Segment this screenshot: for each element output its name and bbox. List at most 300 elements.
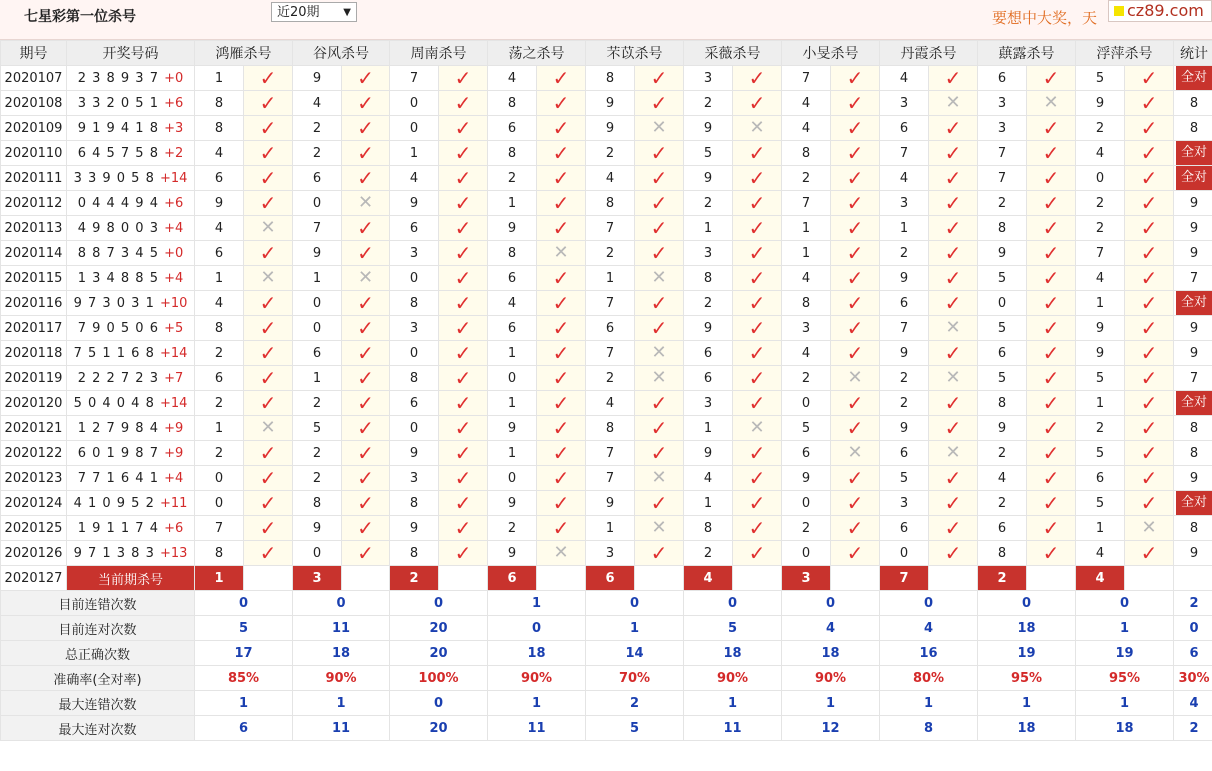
table-row[interactable]	[1, 441, 1212, 466]
summary-value: 11	[293, 716, 390, 741]
kill-number: 4	[1076, 541, 1125, 566]
check-icon: ✓	[650, 190, 668, 215]
stat-cell	[1174, 516, 1212, 541]
summary-row	[1, 716, 1212, 741]
result-mark	[342, 216, 390, 241]
result-mark	[244, 141, 293, 166]
kill-number: 2	[1076, 216, 1125, 241]
summary-value: 1	[488, 591, 586, 616]
result-mark	[635, 541, 684, 566]
draw-sum: +0	[164, 70, 184, 86]
summary-value: 14	[586, 641, 684, 666]
result-mark	[244, 391, 293, 416]
empty-cell	[1125, 566, 1174, 591]
result-mark	[929, 466, 978, 491]
check-icon: ✓	[846, 90, 864, 115]
kill-number: 6	[782, 441, 831, 466]
kill-number: 1	[1076, 516, 1125, 541]
check-icon: ✓	[944, 415, 962, 440]
table-row[interactable]	[1, 366, 1212, 391]
kill-number: 4	[293, 91, 342, 116]
cross-icon: ✕	[553, 242, 569, 263]
draw-numbers	[67, 191, 195, 216]
check-icon: ✓	[259, 440, 277, 465]
kill-number: 9	[586, 491, 635, 516]
result-mark	[244, 241, 293, 266]
column-header-expert: 鸿雁杀号	[195, 41, 293, 66]
draw-sum: +6	[164, 95, 184, 111]
check-icon: ✓	[454, 265, 472, 290]
column-header-expert: 浮萍杀号	[1076, 41, 1174, 66]
kill-number: 8	[390, 366, 439, 391]
kill-number: 2	[586, 366, 635, 391]
check-icon: ✓	[846, 490, 864, 515]
draw-numbers	[67, 391, 195, 416]
check-icon: ✓	[454, 340, 472, 365]
column-header-draw: 开奖号码	[67, 41, 195, 66]
table-row[interactable]	[1, 216, 1212, 241]
kill-number: 5	[978, 316, 1027, 341]
issue-number: 2020119	[1, 366, 67, 391]
result-mark	[244, 441, 293, 466]
check-icon: ✓	[552, 215, 570, 240]
draw-sum: +4	[164, 470, 184, 486]
summary-value: 1	[782, 691, 880, 716]
check-icon: ✓	[846, 265, 864, 290]
check-icon: ✓	[454, 65, 472, 90]
result-mark	[1027, 166, 1076, 191]
kill-number: 8	[684, 516, 733, 541]
result-mark	[537, 341, 586, 366]
result-mark	[831, 416, 880, 441]
kill-number: 7	[293, 216, 342, 241]
kill-number: 6	[390, 391, 439, 416]
check-icon: ✓	[1042, 465, 1060, 490]
summary-row	[1, 591, 1212, 616]
result-mark	[929, 316, 978, 341]
draw-digits: 7 5 1 1 6 8	[73, 345, 155, 361]
cross-icon: ✕	[945, 92, 961, 113]
check-icon: ✓	[357, 390, 374, 415]
result-mark	[342, 91, 390, 116]
kill-number: 9	[880, 266, 929, 291]
kill-number: 4	[782, 341, 831, 366]
kill-number: 1	[684, 491, 733, 516]
kill-number: 2	[782, 166, 831, 191]
summary-value: 0	[390, 591, 488, 616]
draw-sum: +2	[164, 145, 184, 161]
stat-cell	[1174, 466, 1212, 491]
summary-value: 18	[978, 716, 1076, 741]
kill-number: 7	[586, 341, 635, 366]
draw-numbers	[67, 491, 195, 516]
kill-number: 6	[978, 66, 1027, 91]
kill-number: 0	[782, 541, 831, 566]
result-mark	[1125, 441, 1174, 466]
check-icon: ✓	[454, 165, 472, 190]
check-icon: ✓	[552, 365, 570, 390]
result-mark	[244, 316, 293, 341]
result-mark	[929, 166, 978, 191]
summary-value: 4	[880, 616, 978, 641]
result-mark	[929, 66, 978, 91]
result-mark	[537, 441, 586, 466]
kill-number: 4	[1076, 266, 1125, 291]
draw-digits: 3 3 2 0 5 1	[77, 95, 159, 111]
cross-icon: ✕	[357, 267, 374, 288]
draw-numbers	[67, 441, 195, 466]
draw-digits: 1 9 1 1 7 4	[77, 520, 159, 536]
draw-numbers	[67, 141, 195, 166]
check-icon: ✓	[846, 315, 864, 340]
empty-cell	[537, 566, 586, 591]
table-row[interactable]	[1, 516, 1212, 541]
check-icon: ✓	[1140, 440, 1158, 465]
result-mark	[244, 191, 293, 216]
result-mark	[635, 216, 684, 241]
kill-number: 3	[978, 91, 1027, 116]
result-mark	[1125, 191, 1174, 216]
column-header-expert: 采薇杀号	[684, 41, 782, 66]
result-mark	[1125, 341, 1174, 366]
result-mark	[1027, 516, 1076, 541]
check-icon: ✓	[650, 390, 668, 415]
summary-value: 95%	[978, 666, 1076, 691]
kill-number: 0	[488, 366, 537, 391]
kill-number: 9	[293, 66, 342, 91]
stat-value: 9	[1189, 345, 1199, 361]
kill-number: 1	[488, 391, 537, 416]
summary-value: 0	[488, 616, 586, 641]
empty-cell	[244, 566, 293, 591]
check-icon: ✓	[650, 315, 668, 340]
table-row[interactable]	[1, 466, 1212, 491]
table-row[interactable]	[1, 391, 1212, 416]
table-row[interactable]	[1, 66, 1212, 91]
result-mark	[635, 491, 684, 516]
check-icon: ✓	[259, 240, 277, 265]
kill-number: 6	[880, 291, 929, 316]
check-icon: ✓	[1140, 265, 1158, 290]
check-icon: ✓	[454, 390, 472, 415]
result-mark	[1125, 66, 1174, 91]
stat-value: 9	[1189, 470, 1199, 486]
current-kill-number: 6	[586, 566, 635, 591]
check-icon: ✓	[748, 240, 766, 265]
kill-number: 8	[195, 316, 244, 341]
issue-number: 2020107	[1, 66, 67, 91]
result-mark	[1027, 541, 1076, 566]
result-mark	[831, 341, 880, 366]
kill-number: 2	[684, 541, 733, 566]
result-mark	[244, 541, 293, 566]
summary-value: 4	[1174, 691, 1212, 716]
summary-value: 19	[1076, 641, 1174, 666]
kill-number: 5	[1076, 491, 1125, 516]
check-icon: ✓	[357, 315, 374, 340]
check-icon: ✓	[357, 165, 374, 190]
current-kill-number: 7	[880, 566, 929, 591]
table-row[interactable]	[1, 341, 1212, 366]
draw-numbers	[67, 91, 195, 116]
stat-value: 8	[1189, 445, 1199, 461]
kill-number: 1	[1076, 391, 1125, 416]
kill-number: 7	[880, 316, 929, 341]
current-kill-number: 4	[684, 566, 733, 591]
stat-value: 9	[1189, 545, 1199, 561]
check-icon: ✓	[454, 440, 472, 465]
summary-value: 1	[1076, 616, 1174, 641]
result-mark	[733, 241, 782, 266]
kill-number: 4	[782, 91, 831, 116]
issue-number: 2020124	[1, 491, 67, 516]
check-icon: ✓	[454, 315, 472, 340]
current-kill-number: 3	[782, 566, 831, 591]
kill-number: 4	[195, 216, 244, 241]
check-icon: ✓	[1042, 140, 1060, 165]
table-row[interactable]	[1, 191, 1212, 216]
check-icon: ✓	[259, 65, 277, 90]
result-mark	[635, 91, 684, 116]
check-icon: ✓	[357, 490, 374, 515]
kill-number: 9	[684, 441, 733, 466]
kill-number: 1	[293, 266, 342, 291]
summary-value: 0	[782, 591, 880, 616]
result-mark	[929, 416, 978, 441]
column-header-expert: 蕻露杀号	[978, 41, 1076, 66]
kill-number: 9	[390, 441, 439, 466]
kill-number: 9	[978, 416, 1027, 441]
kill-number: 1	[488, 441, 537, 466]
table-row[interactable]	[1, 241, 1212, 266]
result-mark	[342, 541, 390, 566]
kill-number: 3	[978, 116, 1027, 141]
result-mark	[1027, 191, 1076, 216]
result-mark	[244, 166, 293, 191]
check-icon: ✓	[748, 490, 766, 515]
summary-value: 90%	[684, 666, 782, 691]
kill-number: 0	[293, 316, 342, 341]
stat-value: 8	[1189, 95, 1199, 111]
check-icon: ✓	[357, 365, 374, 390]
kill-number: 2	[586, 241, 635, 266]
result-mark	[537, 366, 586, 391]
kill-number: 0	[978, 291, 1027, 316]
result-mark	[342, 166, 390, 191]
check-icon: ✓	[454, 465, 472, 490]
kill-number: 3	[390, 316, 439, 341]
stat-cell	[1174, 366, 1212, 391]
summary-value: 90%	[293, 666, 390, 691]
all-correct-badge: 全对	[1176, 141, 1212, 165]
result-mark	[831, 91, 880, 116]
result-mark	[342, 491, 390, 516]
check-icon: ✓	[846, 340, 864, 365]
result-mark	[537, 466, 586, 491]
summary-value: 20	[390, 641, 488, 666]
kill-number: 1	[782, 241, 831, 266]
table-row[interactable]	[1, 141, 1212, 166]
check-icon: ✓	[944, 240, 962, 265]
current-issue-row	[1, 566, 1212, 591]
result-mark	[439, 91, 488, 116]
check-icon: ✓	[552, 515, 570, 540]
kill-number: 7	[782, 191, 831, 216]
draw-digits: 2 2 2 7 2 3	[77, 370, 159, 386]
draw-numbers	[67, 416, 195, 441]
draw-numbers	[67, 341, 195, 366]
result-mark	[733, 116, 782, 141]
check-icon: ✓	[259, 390, 277, 415]
draw-digits: 7 9 0 5 0 6	[77, 320, 159, 336]
result-mark	[635, 241, 684, 266]
draw-numbers	[67, 466, 195, 491]
result-mark	[733, 341, 782, 366]
kill-number: 0	[293, 291, 342, 316]
check-icon: ✓	[259, 165, 277, 190]
result-mark	[733, 516, 782, 541]
check-icon: ✓	[650, 290, 668, 315]
table-row[interactable]	[1, 91, 1212, 116]
result-mark	[439, 416, 488, 441]
issue-number: 2020118	[1, 341, 67, 366]
cross-icon: ✕	[553, 542, 569, 563]
result-mark	[831, 466, 880, 491]
kill-number: 7	[978, 141, 1027, 166]
kill-number: 1	[195, 66, 244, 91]
result-mark	[342, 391, 390, 416]
kill-number: 4	[488, 66, 537, 91]
draw-numbers	[67, 216, 195, 241]
slogan-text: 要想中大奖，天	[992, 9, 1098, 27]
summary-body	[1, 591, 1212, 741]
check-icon: ✓	[1042, 290, 1060, 315]
table-row[interactable]	[1, 166, 1212, 191]
draw-digits: 9 7 1 3 8 3	[73, 545, 155, 561]
kill-number: 8	[390, 541, 439, 566]
period-dropdown[interactable]	[271, 2, 357, 22]
cross-icon: ✕	[260, 417, 276, 438]
kill-number: 7	[195, 516, 244, 541]
result-mark	[1125, 466, 1174, 491]
draw-sum: +9	[164, 445, 184, 461]
stat-cell	[1174, 91, 1212, 116]
issue-number: 2020110	[1, 141, 67, 166]
check-icon: ✓	[748, 190, 766, 215]
cross-icon: ✕	[749, 417, 765, 438]
result-mark	[831, 241, 880, 266]
check-icon: ✓	[650, 540, 668, 565]
draw-sum: +6	[164, 195, 184, 211]
table-row[interactable]	[1, 116, 1212, 141]
result-mark	[537, 516, 586, 541]
site-logo[interactable]	[1108, 0, 1212, 22]
check-icon: ✓	[1042, 365, 1060, 390]
result-mark	[1027, 91, 1076, 116]
kill-number: 6	[195, 241, 244, 266]
check-icon: ✓	[1042, 540, 1060, 565]
result-mark	[244, 516, 293, 541]
kill-number: 6	[488, 266, 537, 291]
kill-number: 6	[488, 116, 537, 141]
check-icon: ✓	[846, 465, 864, 490]
check-icon: ✓	[748, 90, 766, 115]
check-icon: ✓	[552, 440, 570, 465]
draw-sum: +4	[164, 220, 184, 236]
current-issue-number: 2020127	[1, 566, 67, 591]
table-row[interactable]	[1, 541, 1212, 566]
draw-sum: +14	[160, 345, 188, 361]
table-row[interactable]	[1, 491, 1212, 516]
kill-number: 0	[782, 391, 831, 416]
draw-digits: 2 3 8 9 3 7	[77, 70, 159, 86]
summary-value: 5	[195, 616, 293, 641]
check-icon: ✓	[259, 365, 277, 390]
check-icon: ✓	[846, 165, 864, 190]
column-header-expert: 小旻杀号	[782, 41, 880, 66]
stat-cell	[1174, 241, 1212, 266]
summary-row	[1, 691, 1212, 716]
result-mark	[1027, 291, 1076, 316]
draw-digits: 6 4 5 7 5 8	[77, 145, 159, 161]
kill-number: 9	[1076, 91, 1125, 116]
draw-numbers	[67, 166, 195, 191]
kill-number: 2	[880, 241, 929, 266]
draw-sum: +9	[164, 420, 184, 436]
check-icon: ✓	[944, 190, 962, 215]
summary-label: 目前连错次数	[1, 591, 195, 616]
result-mark	[733, 216, 782, 241]
check-icon: ✓	[552, 290, 570, 315]
result-mark	[929, 91, 978, 116]
kill-number: 4	[880, 166, 929, 191]
check-icon: ✓	[846, 390, 864, 415]
kill-number: 8	[978, 216, 1027, 241]
kill-number: 6	[195, 366, 244, 391]
check-icon: ✓	[650, 140, 668, 165]
table-row[interactable]	[1, 291, 1212, 316]
result-mark	[929, 491, 978, 516]
summary-value: 85%	[195, 666, 293, 691]
summary-value: 6	[1174, 641, 1212, 666]
stat-cell	[1174, 266, 1212, 291]
result-mark	[244, 66, 293, 91]
check-icon: ✓	[944, 265, 962, 290]
kill-number: 2	[488, 516, 537, 541]
check-icon: ✓	[944, 290, 962, 315]
result-mark	[342, 341, 390, 366]
summary-value: 16	[880, 641, 978, 666]
kill-number: 0	[390, 116, 439, 141]
table-row[interactable]	[1, 316, 1212, 341]
table-row[interactable]	[1, 266, 1212, 291]
summary-value: 18	[488, 641, 586, 666]
check-icon: ✓	[1140, 340, 1158, 365]
check-icon: ✓	[552, 165, 570, 190]
kill-number: 5	[782, 416, 831, 441]
result-mark	[1125, 91, 1174, 116]
check-icon: ✓	[357, 65, 374, 90]
table-row[interactable]	[1, 416, 1212, 441]
check-icon: ✓	[1140, 215, 1158, 240]
kill-number: 8	[195, 116, 244, 141]
cross-icon: ✕	[1043, 92, 1059, 113]
kill-number: 9	[488, 541, 537, 566]
check-icon: ✓	[1140, 165, 1158, 190]
check-icon: ✓	[552, 390, 570, 415]
check-icon: ✓	[454, 215, 472, 240]
summary-value: 11	[293, 616, 390, 641]
